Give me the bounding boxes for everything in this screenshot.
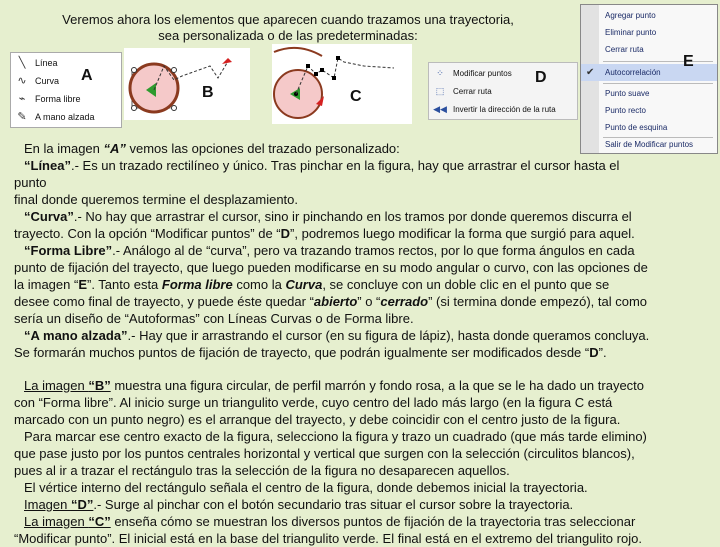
text-line: “Curva”.- No hay que arrastrar el cursor, sino ir pinchando en los tramos por donde queremos discurra el — [24, 209, 632, 224]
text-line: sería un diseño de “Autoformas” con Líneas Curvas o de Forma libre. — [14, 311, 414, 326]
menu-item-label: Eliminar punto — [605, 28, 657, 37]
menu-item-cerrar-ruta[interactable] — [581, 41, 717, 58]
reverse-path-icon: ◀◀ — [433, 104, 447, 114]
panel-a-path-menu — [10, 52, 122, 128]
panel-d-letter: D — [535, 69, 547, 86]
text-line: En la imagen “A” vemos las opciones del trazado personalizado: — [24, 141, 400, 156]
menu-item-mano-alzada[interactable] — [11, 109, 121, 126]
menu-item-agregar-punto[interactable] — [581, 7, 717, 24]
text-line: con “Forma libre”. Al inicio surge un triangulito verde, cuyo centro del lado más largo (en la figura C está — [14, 395, 613, 410]
text-line: final donde queremos termine el desplazamiento. — [14, 192, 299, 207]
menu-item-label: Línea — [35, 58, 58, 68]
end-triangle-icon — [222, 58, 232, 64]
edit-points-icon: ⁘ — [436, 68, 444, 78]
text-line: El vértice interno del rectángulo señala el centro de la figura, donde debemos inicial la trayectoria. — [24, 480, 588, 495]
path-point[interactable] — [306, 64, 310, 68]
path-point[interactable] — [314, 72, 318, 76]
path-point[interactable] — [332, 76, 336, 80]
menu-item-label: Cerrar ruta — [605, 45, 644, 54]
intro-line-1: Veremos ahora los elementos que aparecen cuando trazamos una trayectoria, — [62, 12, 514, 27]
text-line: punto de fijación del trayecto, que luego pueden modificarse en su modo angular o curvo, con las opciones de — [14, 260, 648, 275]
pencil-icon: ✎ — [17, 111, 27, 123]
menu-item-forma-libre[interactable] — [11, 91, 121, 108]
panel-d-context-menu — [428, 62, 578, 120]
menu-item-invertir-ruta[interactable] — [429, 101, 577, 118]
curve-icon: ∿ — [17, 75, 27, 87]
text-line: marcado con un punto negro) es el arranque del trayecto, y debe coincidir con el centro justo de la figura. — [14, 412, 621, 427]
text-line: Se formarán muchos puntos de fijación de trayecto, que podrán igualmente ser modificados desde “D”. — [14, 345, 607, 360]
text-line: la imagen “E”. Tanto esta Forma libre como la Curva, se concluye con un doble clic en el punto que se — [14, 277, 610, 292]
menu-item-autocorrelacion[interactable] — [581, 64, 717, 81]
paragraph-gap — [14, 361, 704, 377]
panel-b-figure — [124, 48, 250, 120]
text-line: “Forma Libre”.- Análogo al de “curva”, pero va trazando tramos rectos, por lo que forma ángulos en cada — [24, 243, 635, 258]
text-line: “Modificar punto”. El inicial está en la base del triangulito verde. El final está en el extremo del triangulito rojo. — [14, 531, 642, 546]
check-icon: ✔ — [586, 67, 595, 78]
menu-item-label: Salir de Modificar puntos — [605, 140, 694, 149]
path-point[interactable] — [336, 56, 340, 60]
menu-item-label: A mano alzada — [35, 112, 95, 122]
circle-arc — [274, 48, 322, 56]
text-line: desee como final de trayecto, y puede éste quedar “abierto” o “cerrado” (si termina donde empezó), tal como — [14, 294, 648, 309]
body-text — [14, 140, 704, 547]
menu-item-label: Punto de esquina — [605, 123, 668, 132]
menu-item-modificar-puntos[interactable] — [429, 65, 577, 82]
menu-item-label: Modificar puntos — [453, 69, 512, 78]
menu-item-label: Cerrar ruta — [453, 87, 492, 96]
panel-e-context-menu — [580, 4, 718, 154]
text-line: Para marcar ese centro exacto de la figura, selecciono la figura y trazo un cuadrado (que más tarde elimino) — [24, 429, 647, 444]
menu-item-punto-esquina[interactable] — [581, 119, 717, 136]
panel-c-letter: C — [350, 88, 362, 105]
panel-b-letter: B — [202, 84, 214, 101]
menu-item-label: Forma libre — [35, 94, 81, 104]
text-line: trayecto. Con la opción “Modificar puntos” de “D”, podremos luego modificar la forma que surgió para aquel. — [14, 226, 635, 241]
intro-text — [28, 12, 548, 44]
menu-item-cerrar-ruta[interactable] — [429, 83, 577, 100]
panel-e-letter: E — [683, 53, 694, 70]
line-icon: ╲ — [18, 57, 26, 69]
menu-item-punto-suave[interactable] — [581, 85, 717, 102]
text-line: La imagen “B” muestra una figura circular, de perfil marrón y fondo rosa, a la que se le ha dado un trayecto — [24, 378, 645, 393]
selection-handle[interactable] — [172, 106, 177, 111]
menu-item-linea[interactable] — [11, 55, 121, 72]
selection-handle[interactable] — [132, 106, 137, 111]
text-line: “Línea”.- Es un trazado rectilíneo y único. Tras pinchar en la figura, hay que arrastrar el cursor hasta el — [24, 158, 620, 173]
menu-item-curva[interactable] — [11, 73, 121, 90]
menu-item-punto-recto[interactable] — [581, 102, 717, 119]
panel-a-letter: A — [81, 67, 93, 84]
text-line: que pase justo por los puntos centrales horizontal y vertical que surgen con la selección (circulitos blancos), — [14, 446, 635, 461]
panel-c-figure — [272, 44, 412, 124]
menu-item-label: Curva — [35, 76, 60, 86]
menu-item-label: Punto suave — [605, 89, 650, 98]
panel-b-drawing — [124, 48, 250, 120]
text-line: “A mano alzada”.- Hay que ir arrastrando el cursor (en su figura de lápiz), hasta donde queramos concluya. — [24, 328, 650, 343]
text-line: La imagen “C” enseña cómo se muestran los diversos puntos de fijación de la trayectoria tras seleccionar — [24, 514, 636, 529]
menu-item-label: Punto recto — [605, 106, 646, 115]
panel-c-drawing — [272, 44, 412, 124]
selection-handle[interactable] — [172, 68, 177, 73]
intro-line-2: sea personalizada o de las predeterminadas: — [158, 28, 418, 43]
selection-handle[interactable] — [132, 68, 137, 73]
menu-item-label: Agregar punto — [605, 11, 656, 20]
freeform-icon: ⌁ — [18, 93, 26, 105]
menu-item-label: Invertir la dirección de la ruta — [453, 105, 556, 114]
menu-separator — [603, 61, 713, 62]
path-point[interactable] — [320, 68, 324, 72]
close-path-icon: ⬚ — [435, 86, 445, 96]
menu-item-eliminar-punto[interactable] — [581, 24, 717, 41]
text-line: Imagen “D”.- Surge al pinchar con el botón secundario tras situar el cursor sobre la trayectoria. — [24, 497, 574, 512]
text-line: pues al ir a trazar el rectángulo tras la selección de la figura no desaparecen aquellos. — [14, 463, 510, 478]
menu-separator — [603, 83, 713, 84]
menu-item-label: Autocorrelación — [605, 68, 661, 77]
text-line: punto — [14, 175, 47, 190]
